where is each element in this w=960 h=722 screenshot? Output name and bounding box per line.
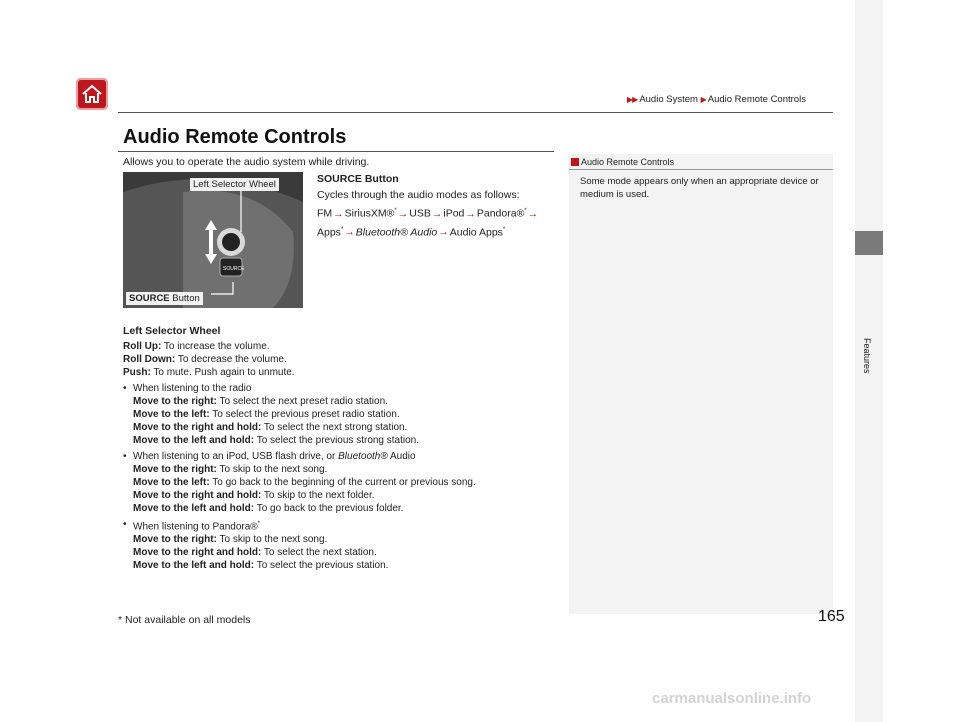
watermark: carmanualsonline.info <box>652 690 812 707</box>
intro-text: Allows you to operate the audio system while driving. <box>123 156 370 168</box>
page-title: Audio Remote Controls <box>123 126 347 148</box>
home-button[interactable] <box>76 78 108 110</box>
callout-source-button: SOURCE Button <box>126 292 203 305</box>
footnote: * Not available on all models <box>118 614 251 626</box>
note-panel <box>569 154 833 614</box>
home-icon <box>80 82 104 106</box>
callout-left-selector-wheel: Left Selector Wheel <box>190 178 279 191</box>
pandora-bullet: • When listening to Pandora®* Move to the right: To skip to the next song. Move to the right and hold: To select the next station. Move to the left and hold: To select the previous station. <box>123 518 563 572</box>
source-desc: Cycles through the audio modes as follows: <box>317 189 520 201</box>
note-divider <box>569 169 833 170</box>
svg-text:SOURCE: SOURCE <box>223 266 245 272</box>
note-icon <box>571 158 579 166</box>
source-heading: SOURCE Button <box>317 173 399 185</box>
note-title: Audio Remote Controls <box>571 157 674 167</box>
wheel-row: Roll Down: To decrease the volume. <box>123 354 287 365</box>
steering-wheel-image <box>123 172 303 308</box>
wheel-row: Push: To mute. Push again to unmute. <box>123 367 295 378</box>
wheel-heading: Left Selector Wheel <box>123 325 221 337</box>
note-body: Some mode appears only when an appropriate device or medium is used. <box>580 176 819 200</box>
source-button-section <box>317 171 557 240</box>
page-number: 165 <box>818 608 845 625</box>
breadcrumb: ▶▶ Audio System ▶ Audio Remote Controls <box>627 94 806 105</box>
header-divider <box>118 112 833 113</box>
wheel-row: Roll Up: To increase the volume. <box>123 341 270 352</box>
section-label: Features <box>862 338 872 374</box>
ipod-bullet: • When listening to an iPod, USB flash drive, or Bluetooth® Audio Move to the right: To skip to the next song. Move to the left: To go back to the beginning of the current or previous song. Move to the right and hold: To skip to the next folder. Move to the left and hold: To go back to the previous folder. <box>123 450 563 515</box>
left-selector-wheel-section <box>123 325 563 572</box>
side-tab-marker <box>855 231 883 255</box>
breadcrumb-item[interactable]: Audio Remote Controls <box>707 94 806 105</box>
source-mode-cycle: FM→SiriusXM®*→USB→iPod→Pandora®*→ Apps*→Bluetooth® Audio→Audio Apps* <box>317 207 539 238</box>
breadcrumb-item[interactable]: Audio System <box>639 94 698 105</box>
radio-bullet: • When listening to the radio Move to the right: To select the next preset radio station. Move to the left: To select the previous preset radio station. Move to the right and hold: To select the next strong station. Move to the left and hold: To select the previous strong station. <box>123 382 563 447</box>
title-divider <box>118 151 554 152</box>
